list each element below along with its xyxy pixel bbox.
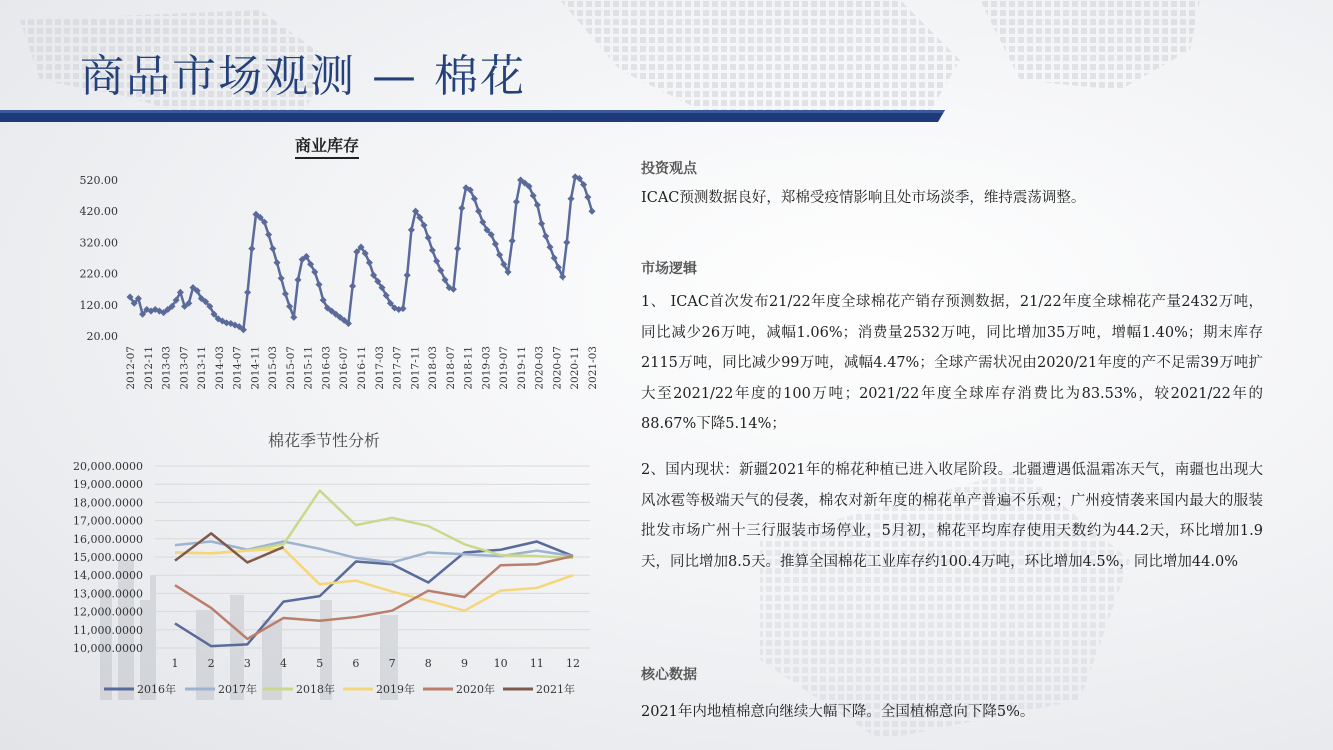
y-tick-label: 15,000.0000 (73, 551, 143, 564)
x-tick-label: 2014-07 (231, 346, 244, 390)
x-tick-label: 8 (424, 657, 432, 670)
x-tick-label: 2017-03 (373, 346, 386, 390)
inventory-point (408, 226, 415, 233)
logic-paragraph-1: 1、 ICAC首次发布21/22年度全球棉花产销存预测数据，21/22年度全球棉花产量2432万吨，同比减少26万吨，减幅1.06%；消费量2532万吨，同比增加35万吨，增幅1.40%；期末库存2115万吨，同比减少99万吨，减幅4.47%；全球产需状况由2020/21年度的产不足需39万吨扩大至2021/22年度的100万吨；2021/22年度全球库存消费比为83.53%，较2021/22年的88.67%下降5.14%； (641, 294, 1263, 432)
x-tick-label: 2015-03 (267, 346, 280, 390)
inventory-point (269, 245, 276, 252)
y-tick-label: 220.00 (79, 267, 118, 281)
x-tick-label: 2013-11 (196, 346, 209, 390)
y-tick-label: 11,000.0000 (73, 623, 143, 637)
legend-label: 2016年 (137, 683, 176, 696)
logic-heading: 市场逻辑 (641, 261, 697, 277)
view-text: ICAC预测数据良好，郑棉受疫情影响且处市场淡季，维持震荡调整。 (641, 190, 1086, 206)
core-data-text: 2021年内地植棉意向继续大幅下降。全国植棉意向下降5%。 (641, 704, 1035, 720)
legend-label: 2017年 (218, 683, 257, 696)
inventory-chart-title: 商业库存 (295, 133, 359, 159)
x-tick-label: 2015-11 (302, 346, 315, 390)
x-tick-label: 11 (529, 657, 544, 670)
x-tick-label: 2018-11 (462, 345, 475, 390)
x-tick-label: 2019-03 (480, 346, 493, 390)
inventory-point (584, 194, 591, 201)
x-tick-label: 2020-03 (533, 346, 546, 390)
legend-label: 2018年 (296, 683, 335, 696)
inventory-point (404, 272, 411, 279)
x-tick-label: 6 (352, 657, 360, 670)
x-tick-label: 2018-03 (427, 346, 440, 390)
x-tick-label: 2017-07 (391, 346, 404, 390)
x-tick-label: 2015-07 (284, 346, 297, 390)
x-tick-label: 2016-03 (320, 346, 333, 390)
y-tick-label: 120.00 (79, 298, 118, 312)
inventory-point (265, 231, 272, 238)
page-title: 商品市场观测 — 棉花 (80, 51, 526, 102)
x-tick-label: 4 (280, 657, 288, 670)
inventory-point (286, 303, 293, 310)
x-tick-label: 2014-11 (249, 346, 262, 390)
inventory-point (563, 239, 570, 246)
x-tick-label: 7 (388, 657, 396, 670)
inventory-line-chart (0, 160, 600, 450)
inventory-point (509, 237, 516, 244)
series-line-2020年 (175, 556, 573, 639)
inventory-point (546, 244, 553, 251)
inventory-point (588, 208, 595, 215)
y-tick-label: 14,000.0000 (73, 569, 143, 583)
x-tick-label: 2 (207, 657, 215, 670)
inventory-point (567, 195, 574, 202)
inventory-point (278, 275, 285, 282)
x-tick-label: 3 (243, 657, 251, 670)
x-tick-label: 5 (316, 657, 324, 670)
x-tick-label: 10 (493, 657, 508, 670)
inventory-point (294, 276, 301, 283)
y-tick-label: 17,000.0000 (73, 514, 143, 528)
inventory-point (513, 198, 520, 205)
inventory-point (248, 245, 255, 252)
x-tick-label: 2020-11 (569, 346, 582, 390)
y-tick-label: 20.00 (86, 330, 118, 343)
x-tick-label: 2019-11 (515, 346, 528, 390)
y-tick-label: 10,000.0000 (73, 642, 143, 655)
y-tick-label: 12,000.0000 (73, 605, 143, 619)
inventory-series-line (130, 177, 592, 330)
x-tick-label: 9 (460, 657, 468, 670)
y-tick-label: 18,000.0000 (73, 496, 143, 510)
inventory-point (315, 281, 322, 288)
legend-label: 2021年 (536, 683, 575, 696)
x-tick-label: 2019-07 (498, 345, 511, 390)
legend-label: 2019年 (376, 683, 415, 696)
x-tick-label: 1 (171, 657, 179, 670)
series-line-2019年 (175, 549, 573, 611)
x-tick-label: 2013-07 (178, 346, 191, 390)
x-tick-label: 2016-11 (356, 346, 368, 390)
seasonal-chart-title: 棉花季节性分析 (268, 431, 381, 450)
y-tick-label: 320.00 (79, 236, 118, 250)
inventory-point (349, 283, 356, 290)
inventory-point (538, 220, 545, 227)
x-tick-label: 2013-03 (160, 346, 173, 390)
x-tick-label: 2017-11 (409, 346, 422, 390)
core-data-heading: 核心数据 (641, 667, 697, 683)
inventory-point (244, 289, 251, 296)
y-tick-label: 16,000.0000 (73, 532, 143, 546)
legend-label: 2020年 (456, 683, 495, 696)
x-tick-label: 2020-07 (551, 346, 564, 390)
inventory-point (458, 205, 465, 212)
inventory-point (454, 245, 461, 252)
x-tick-label: 2021-03 (587, 346, 599, 390)
logic-paragraph-2: 2、国内现状：新疆2021年的棉花种植已进入收尾阶段。北疆遭遇低温霜冻天气，南疆也出现大风冰雹等极端天气的侵袭，棉农对新年度的棉花单产普遍不乐观；广州疫情袭来国内最大的服装批发市场广州十三行服装市场停业，5月初，棉花平均库存使用天数约为44.2天，环比增加1.9天，同比增加8.5天。推算全国棉花工业库存约100.4万吨，环比增加4.5%，同比增加44.0% (641, 462, 1263, 570)
x-tick-label: 2016-07 (338, 346, 351, 390)
x-tick-label: 2018-07 (444, 346, 457, 390)
inventory-point (273, 259, 280, 266)
x-tick-label: 2012-07 (125, 346, 137, 390)
title-underline-bar (0, 110, 950, 124)
x-tick-label: 12 (566, 657, 580, 670)
inventory-point (475, 208, 482, 215)
inventory-point (542, 233, 549, 240)
inventory-point (425, 234, 432, 241)
view-heading: 投资观点 (641, 161, 697, 177)
inventory-point (290, 314, 297, 321)
x-tick-label: 2012-11 (142, 346, 155, 390)
y-tick-label: 520.00 (79, 174, 118, 187)
x-tick-label: 2014-03 (213, 346, 226, 390)
seasonal-line-chart (0, 450, 610, 750)
inventory-point (429, 247, 436, 254)
y-tick-label: 20,000.0000 (73, 460, 143, 473)
y-tick-label: 19,000.0000 (73, 478, 143, 492)
y-tick-label: 420.00 (79, 205, 118, 219)
y-tick-label: 13,000.0000 (73, 587, 143, 601)
inventory-point (282, 290, 289, 297)
